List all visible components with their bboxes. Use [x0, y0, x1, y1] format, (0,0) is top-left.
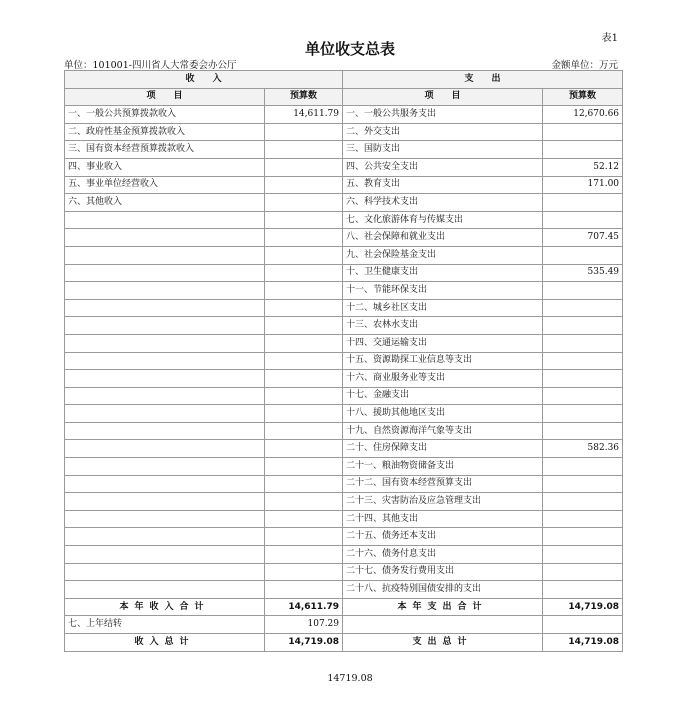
expense-item-cell: 二十、住房保障支出 [343, 440, 543, 458]
income-budget-cell [265, 370, 343, 388]
expense-item-cell: 二十三、灾害防治及应急管理支出 [343, 493, 543, 511]
expense-item-cell: 十七、金融支出 [343, 387, 543, 405]
table-row [65, 141, 623, 159]
table-row [65, 493, 623, 511]
table-row [65, 334, 623, 352]
carryover-row [65, 616, 623, 634]
expense-budget-cell: 171.00 [543, 176, 623, 194]
expense-budget-cell [543, 563, 623, 581]
expense-item-cell: 四、公共安全支出 [343, 158, 543, 176]
income-budget-cell [265, 229, 343, 247]
expense-budget-cell [543, 581, 623, 599]
income-budget-cell [265, 352, 343, 370]
expense-budget-cell: 52.12 [543, 158, 623, 176]
expense-item-cell: 二、外交支出 [343, 123, 543, 141]
income-budget-cell [265, 493, 343, 511]
expense-item-cell: 二十五、债务还本支出 [343, 528, 543, 546]
expense-item-cell: 十八、援助其他地区支出 [343, 405, 543, 423]
expense-item-cell: 二十八、抗疫特别国债安排的支出 [343, 581, 543, 599]
table-row [65, 264, 623, 282]
expense-budget-header: 预算数 [543, 88, 623, 106]
expense-budget-cell [543, 299, 623, 317]
expense-item-cell: 一、一般公共服务支出 [343, 106, 543, 124]
income-budget-cell [265, 405, 343, 423]
expense-budget-cell [543, 422, 623, 440]
income-item-header: 项 目 [65, 88, 265, 106]
income-item-cell [65, 475, 265, 493]
table-row [65, 194, 623, 212]
expense-budget-cell: 535.49 [543, 264, 623, 282]
expense-budget-cell [543, 510, 623, 528]
expense-budget-cell [543, 405, 623, 423]
expense-item-cell: 三、国防支出 [343, 141, 543, 159]
income-budget-cell [265, 387, 343, 405]
expense-budget-cell [543, 334, 623, 352]
expense-item-cell: 二十七、债务发行费用支出 [343, 563, 543, 581]
income-item-cell [65, 317, 265, 335]
income-item-cell [65, 229, 265, 247]
grand-total-row [65, 634, 623, 652]
income-item-cell: 一、一般公共预算拨款收入 [65, 106, 265, 124]
table-row [65, 299, 623, 317]
expense-budget-cell: 12,670.66 [543, 106, 623, 124]
income-budget-cell [265, 422, 343, 440]
table-row [65, 458, 623, 476]
table-row [65, 546, 623, 564]
year-total-row [65, 598, 623, 616]
income-budget-cell [265, 458, 343, 476]
expense-item-cell: 十二、城乡社区支出 [343, 299, 543, 317]
expense-budget-cell [543, 458, 623, 476]
income-item-cell [65, 299, 265, 317]
income-item-cell [65, 581, 265, 599]
carryover-value: 107.29 [265, 616, 343, 634]
expense-item-cell: 九、社会保险基金支出 [343, 246, 543, 264]
expense-item-cell: 六、科学技术支出 [343, 194, 543, 212]
table-row [65, 422, 623, 440]
income-budget-cell [265, 510, 343, 528]
expense-budget-cell: 707.45 [543, 229, 623, 247]
carryover-label: 七、上年结转 [65, 616, 265, 634]
expense-budget-cell [543, 282, 623, 300]
expense-group-header: 支 出 [343, 71, 623, 89]
income-item-cell: 六、其他收入 [65, 194, 265, 212]
expense-item-cell: 五、教育支出 [343, 176, 543, 194]
expense-budget-cell [543, 546, 623, 564]
income-item-cell [65, 493, 265, 511]
expense-budget-cell [543, 528, 623, 546]
income-budget-cell [265, 264, 343, 282]
table-row [65, 581, 623, 599]
expense-budget-cell [543, 317, 623, 335]
expense-item-cell: 十六、商业服务业等支出 [343, 370, 543, 388]
table-row [65, 229, 623, 247]
expense-item-cell: 十三、农林水支出 [343, 317, 543, 335]
table-row [65, 317, 623, 335]
income-budget-cell [265, 440, 343, 458]
income-budget-cell [265, 299, 343, 317]
table-row [65, 405, 623, 423]
income-item-cell [65, 458, 265, 476]
expense-item-header: 项 目 [343, 88, 543, 106]
income-budget-cell [265, 282, 343, 300]
expense-item-cell: 十四、交通运输支出 [343, 334, 543, 352]
income-budget-cell [265, 581, 343, 599]
table-row [65, 352, 623, 370]
income-item-cell: 二、政府性基金预算拨款收入 [65, 123, 265, 141]
income-budget-cell [265, 334, 343, 352]
income-item-cell [65, 246, 265, 264]
footer-total-value: 14719.08 [327, 673, 373, 684]
income-item-cell [65, 546, 265, 564]
income-budget-cell [265, 194, 343, 212]
year-expense-total-value: 14,719.08 [543, 598, 623, 616]
expense-item-cell: 七、文化旅游体育与传媒支出 [343, 211, 543, 229]
table-row [65, 387, 623, 405]
income-item-cell [65, 264, 265, 282]
expense-item-cell: 二十四、其他支出 [343, 510, 543, 528]
income-item-cell [65, 282, 265, 300]
income-budget-cell: 14,611.79 [265, 106, 343, 124]
expense-budget-cell [543, 352, 623, 370]
expense-budget-cell [543, 475, 623, 493]
year-income-total-value: 14,611.79 [265, 598, 343, 616]
income-budget-cell [265, 123, 343, 141]
group-header-row [65, 71, 623, 89]
expense-budget-cell [543, 246, 623, 264]
income-item-cell [65, 352, 265, 370]
table-row [65, 176, 623, 194]
income-item-cell [65, 370, 265, 388]
income-budget-header: 预算数 [265, 88, 343, 106]
expense-budget-cell [543, 211, 623, 229]
income-item-cell [65, 563, 265, 581]
expense-budget-cell [543, 141, 623, 159]
expense-item-cell: 二十一、粮油物资储备支出 [343, 458, 543, 476]
table-row [65, 158, 623, 176]
expense-item-cell: 二十六、债务付息支出 [343, 546, 543, 564]
income-item-cell [65, 387, 265, 405]
expense-item-cell: 十一、节能环保支出 [343, 282, 543, 300]
income-budget-cell [265, 546, 343, 564]
income-grand-total-value: 14,719.08 [265, 634, 343, 652]
expense-budget-cell [543, 123, 623, 141]
income-item-cell [65, 510, 265, 528]
expense-item-cell: 十九、自然资源海洋气象等支出 [343, 422, 543, 440]
expense-item-cell: 八、社会保障和就业支出 [343, 229, 543, 247]
income-budget-cell [265, 158, 343, 176]
income-budget-cell [265, 563, 343, 581]
income-budget-cell [265, 317, 343, 335]
unit-name-label: 单位：101001-四川省人大常委会办公厅 [64, 60, 237, 71]
expense-budget-cell [543, 370, 623, 388]
table-row [65, 246, 623, 264]
table-row [65, 282, 623, 300]
income-item-cell [65, 334, 265, 352]
income-item-cell [65, 422, 265, 440]
expense-budget-cell [543, 493, 623, 511]
expense-grand-total-value: 14,719.08 [543, 634, 623, 652]
income-budget-cell [265, 141, 343, 159]
expense-item-cell: 十、卫生健康支出 [343, 264, 543, 282]
income-item-cell [65, 528, 265, 546]
year-expense-total-label: 本年支出合计 [343, 598, 543, 616]
column-header-row [65, 88, 623, 106]
income-item-cell: 四、事业收入 [65, 158, 265, 176]
income-item-cell [65, 211, 265, 229]
table-row [65, 563, 623, 581]
income-item-cell: 三、国有资本经营预算拨款收入 [65, 141, 265, 159]
table-row [65, 370, 623, 388]
table-row [65, 510, 623, 528]
empty-cell [543, 616, 623, 634]
expense-budget-cell [543, 387, 623, 405]
amount-unit-label: 金额单位：万元 [551, 60, 618, 71]
expense-budget-cell: 582.36 [543, 440, 623, 458]
expense-grand-total-label: 支出总计 [343, 634, 543, 652]
table-row [65, 440, 623, 458]
income-item-cell [65, 405, 265, 423]
expense-item-cell: 十五、资源勘探工业信息等支出 [343, 352, 543, 370]
table-row [65, 475, 623, 493]
income-item-cell [65, 440, 265, 458]
expense-budget-cell [543, 194, 623, 212]
income-item-cell: 五、事业单位经营收入 [65, 176, 265, 194]
income-group-header: 收 入 [65, 71, 343, 89]
table-row [65, 211, 623, 229]
income-budget-cell [265, 211, 343, 229]
table-number-label: 表1 [601, 33, 618, 44]
income-budget-cell [265, 475, 343, 493]
income-budget-cell [265, 246, 343, 264]
income-budget-cell [265, 528, 343, 546]
income-budget-cell [265, 176, 343, 194]
year-income-total-label: 本年收入合计 [65, 598, 265, 616]
income-grand-total-label: 收入总计 [65, 634, 265, 652]
table-row [65, 106, 623, 124]
table-row [65, 123, 623, 141]
page-title: 单位收支总表 [304, 40, 395, 58]
table-row [65, 528, 623, 546]
empty-cell [343, 616, 543, 634]
expense-item-cell: 二十二、国有资本经营预算支出 [343, 475, 543, 493]
budget-summary-table [64, 70, 623, 652]
